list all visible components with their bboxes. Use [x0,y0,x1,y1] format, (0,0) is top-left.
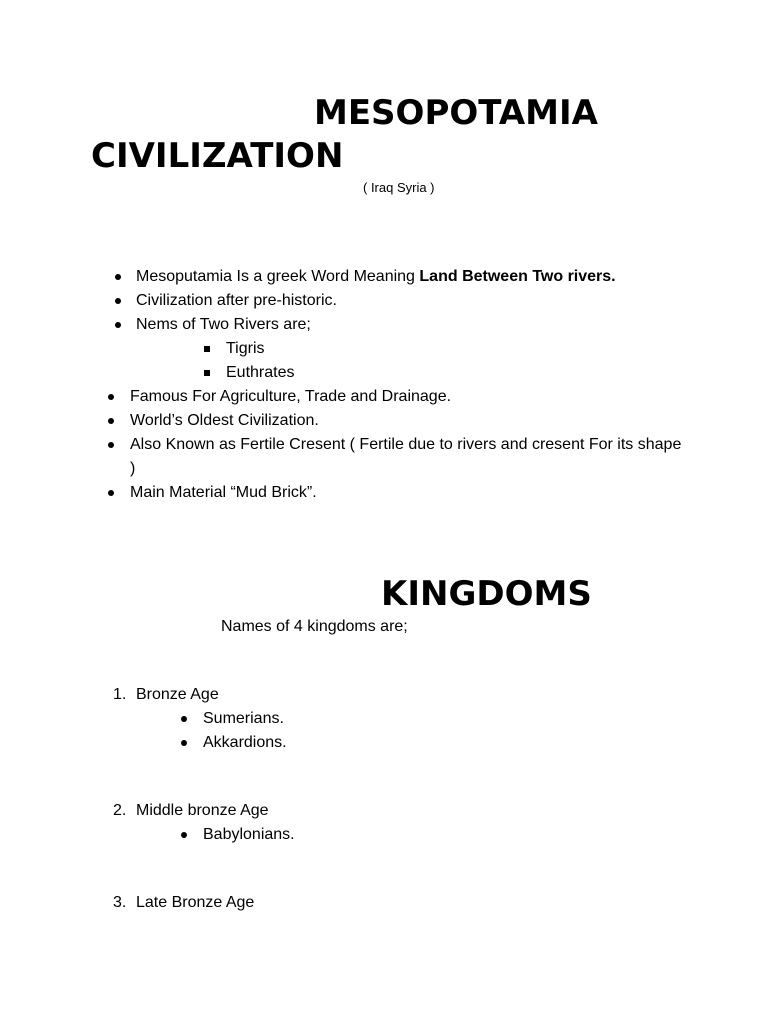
bullet-icon [115,322,121,328]
title-line-1: MESOPOTAMIA [314,93,598,133]
river-item: Tigris [226,340,265,357]
list-item-continuation: ) [130,460,136,477]
river-item: Euthrates [226,364,295,381]
bullet-icon [115,274,121,280]
list-number: 2. [113,802,127,819]
list-item: Main Material “Mud Brick”. [130,484,317,501]
age-label: Late Bronze Age [136,894,255,911]
list-item: Famous For Agriculture, Trade and Drainage. [130,388,452,405]
kingdom-item: Babylonians. [203,826,295,843]
bullet-icon [108,418,114,424]
bullet-icon [108,490,114,496]
bullet-icon [108,442,114,448]
list-number: 1. [113,686,127,703]
title-line-2: CIVILIZATION [91,136,344,176]
square-bullet-icon [204,346,210,352]
list-item [136,265,616,289]
bullet-icon [115,298,121,304]
list-item: Civilization after pre-historic. [136,292,337,309]
bullet-icon [108,394,114,400]
list-item: World’s Oldest Civilization. [130,412,319,429]
list-item: Also Known as Fertile Cresent ( Fertile due to rivers and cresent For its shape [130,436,682,453]
list-item-text: Mesoputamia Is a greek Word Meaning [136,268,420,285]
list-number: 3. [113,894,127,911]
kingdom-item: Akkardions. [203,734,287,751]
age-label: Bronze Age [136,686,219,703]
kingdoms-intro: Names of 4 kingdoms are; [221,618,408,635]
list-item: Nems of Two Rivers are; [136,316,311,333]
bullet-icon [181,740,187,746]
age-label: Middle bronze Age [136,802,269,819]
square-bullet-icon [204,370,210,376]
subtitle: ( Iraq Syria ) [363,180,435,195]
kingdoms-heading: KINGDOMS [381,574,592,614]
kingdom-item: Sumerians. [203,710,284,727]
list-item-bold-text: Land Between Two rivers. [419,268,616,285]
bullet-icon [181,832,187,838]
bullet-icon [181,716,187,722]
